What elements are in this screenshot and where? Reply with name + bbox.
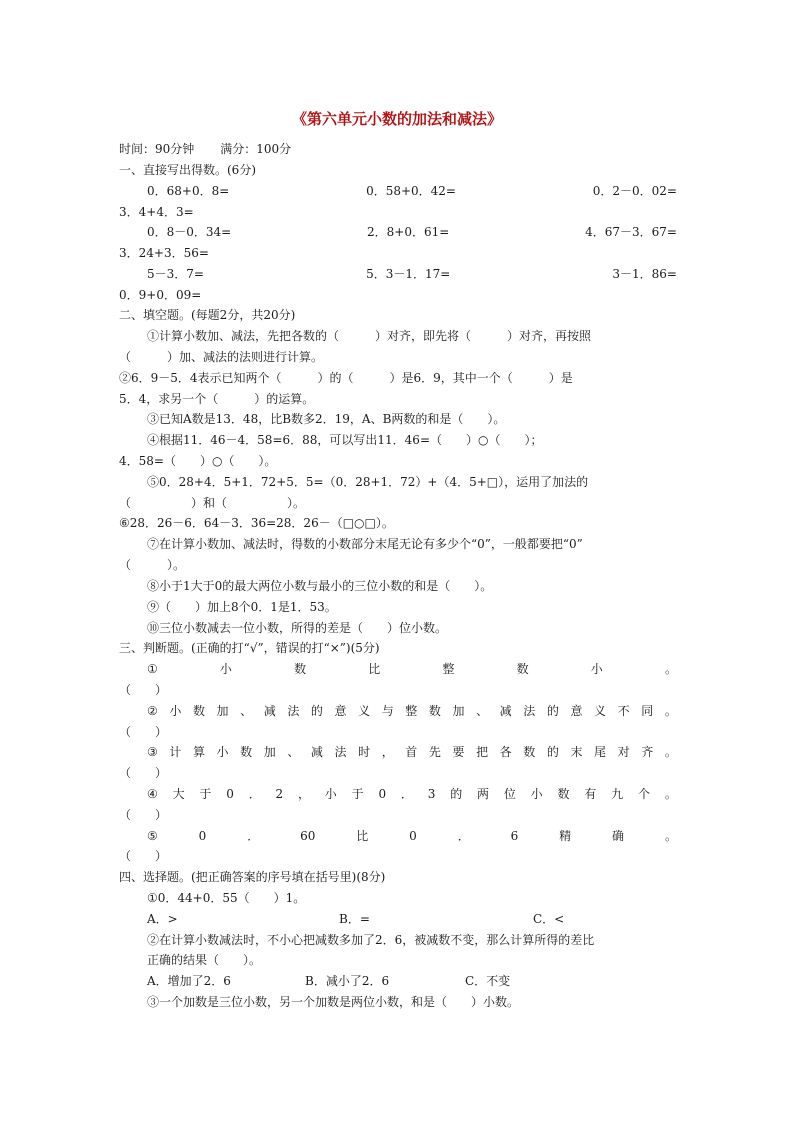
fill-question-8: ⑧小于1大于0的最大两位小数与最小的三位小数的和是（ ）。 [147, 579, 493, 593]
option-b: B．= [339, 912, 370, 926]
judge-char: 末 [570, 745, 583, 759]
section-3-heading: 三、判断题。(正确的打“√”，错误的打“×”)(5分) [119, 641, 380, 655]
choice-options-2 [147, 972, 677, 990]
calc-item: 0．58+0．42= [366, 184, 456, 198]
choice-options-1 [147, 910, 677, 928]
calc-item: 0．2－0．02= [592, 184, 677, 198]
judge-char: 两 [477, 787, 490, 801]
fill-question-4: ④根据11．46－4．58=6．88，可以写出11．46=（ ）○（ ）； [147, 433, 543, 447]
fill-question-2: ②6．9－5．4表示已知两个（ ）的（ ）是6．9，其中一个（ ）是 [119, 371, 573, 385]
judge-char: 九 [611, 787, 624, 801]
judge-char: 时 [358, 745, 371, 759]
fill-question-9: ⑨（ ）加上8个0．1是1．53。 [147, 600, 337, 614]
judge-char: ③ [147, 745, 158, 759]
judge-question-5 [147, 827, 677, 845]
judge-char: 个 [637, 787, 650, 801]
judge-char: 数 [516, 662, 529, 676]
fill-question-1: ①计算小数加、减法，先把各数的（ ）对齐，即先将（ ）对齐，再按照 [147, 329, 592, 343]
option-a: A．增加了2．6 [147, 974, 231, 988]
judge-char: 小 [530, 787, 543, 801]
judge-char: 有 [584, 787, 597, 801]
judge-char: 0 [409, 829, 417, 843]
judge-char: 数 [192, 704, 205, 718]
judge-char: 于 [199, 787, 212, 801]
judge-char: 的 [450, 787, 463, 801]
judge-char: 、 [240, 704, 253, 718]
fill-question-10: ⑩三位小数减去一位小数，所得的差是（ ）位小数。 [147, 621, 448, 635]
judge-char: 法 [287, 704, 300, 718]
judge-char: 。 [664, 829, 677, 843]
judge-char: 法 [523, 704, 536, 718]
section-4-heading: 四、选择题。(把正确答案的序号填在括号里)(8分) [119, 870, 386, 884]
judge-char: ① [147, 662, 158, 676]
option-c: C．< [533, 912, 565, 926]
calc-row-3 [147, 265, 677, 283]
judge-question-2 [147, 702, 677, 720]
judge-char: 整 [442, 662, 455, 676]
option-c: C．不变 [465, 974, 511, 988]
judge-char: 小 [216, 745, 229, 759]
choice-question-2-cont: 正确的结果（ ）。 [147, 953, 262, 967]
judge-char: 小 [219, 662, 232, 676]
judge-char: 60 [300, 829, 316, 843]
judge-char: 把 [476, 745, 489, 759]
calc-item: 5．3－1．17= [366, 267, 451, 281]
judge-question-3 [147, 743, 677, 761]
judge-char: 的 [546, 704, 559, 718]
judge-char: 要 [452, 745, 465, 759]
judge-char: 不 [617, 704, 630, 718]
choice-question-1: ①0．44+0．55（ ）1。 [147, 891, 306, 905]
judge-char: 同 [641, 704, 654, 718]
judge-char: 。 [664, 662, 677, 676]
calc-item: 0．68+0．8= [147, 184, 230, 198]
time-limit: 时间：90分钟 [119, 142, 195, 156]
section-2-heading: 二、填空题。(每题2分，共20分) [119, 308, 296, 322]
judge-answer-paren: （ ） [119, 725, 168, 739]
judge-char: 2 [275, 787, 284, 801]
fill-question-5: ⑤0．28+4．5+1．72+5．5=（0．28+1．72）+（4．5+□），运用了加法的 [147, 475, 589, 489]
section-1-heading: 一、直接写出得数。(6分) [119, 163, 256, 177]
judge-char: ② [147, 704, 158, 718]
judge-char: 比 [356, 829, 369, 843]
judge-char: 0 [198, 829, 207, 843]
judge-question-4 [147, 785, 677, 803]
calc-row-1 [147, 182, 677, 200]
judge-answer-paren: （ ） [119, 808, 168, 822]
judge-char: 数 [557, 787, 570, 801]
judge-char: 算 [192, 745, 205, 759]
judge-char: 。 [664, 704, 677, 718]
judge-char: 、 [476, 704, 489, 718]
fill-question-5-cont: （ ）和（ ）。 [119, 496, 306, 510]
judge-char: 数 [428, 704, 441, 718]
judge-char: 大 [172, 787, 185, 801]
exam-meta [119, 140, 677, 158]
judge-char: 的 [310, 704, 323, 718]
judge-char: 减 [310, 745, 323, 759]
judge-char: 减 [263, 704, 276, 718]
calc-item: 0．9+0．09= [119, 288, 202, 302]
judge-char: 减 [499, 704, 512, 718]
fill-question-4-cont: 4．58=（ ）○（ ）。 [119, 454, 277, 468]
fill-question-7: ⑦在计算小数加、减法时，得数的小数部分末尾无论有多少个“0”，一般都要把“0” [147, 537, 583, 551]
judge-char: 、 [287, 745, 300, 759]
judge-char: ， [297, 787, 310, 801]
judge-char: 数 [240, 745, 253, 759]
judge-char: 于 [351, 787, 364, 801]
judge-char: 加 [263, 745, 276, 759]
judge-char: 6 [510, 829, 519, 843]
judge-char: ． [247, 829, 260, 843]
calc-item: 3．4+4．3= [119, 205, 194, 219]
judge-char: ． [400, 787, 413, 801]
judge-char: 比 [368, 662, 381, 676]
judge-char: 。 [664, 787, 677, 801]
judge-char: 的 [546, 745, 559, 759]
judge-char: 齐 [641, 745, 654, 759]
judge-char: 位 [503, 787, 516, 801]
fill-question-6: ⑥28．26－6．64－3．36=28．26－（□○□）。 [119, 516, 394, 530]
judge-char: 意 [334, 704, 347, 718]
fill-question-3: ③已知A数是13．48，比B数多2．19，A、B两数的和是（ ）。 [147, 412, 506, 426]
judge-char: 数 [294, 662, 307, 676]
judge-char: 整 [405, 704, 418, 718]
judge-char: 小 [590, 662, 603, 676]
judge-char: 义 [358, 704, 371, 718]
judge-char: 意 [570, 704, 583, 718]
judge-char: 法 [334, 745, 347, 759]
fill-question-1-cont: （ ）加、减法的法则进行计算。 [119, 350, 324, 364]
calc-item: 5－3．7= [147, 267, 204, 281]
calc-item: 3－1．86= [612, 267, 677, 281]
choice-question-3: ③一个加数是三位小数，另一个加数是两位小数，和是（ ）小数。 [147, 995, 520, 1009]
judge-char: 小 [169, 704, 182, 718]
fill-question-2-cont: 5．4，求另一个（ ）的运算。 [119, 392, 315, 406]
judge-answer-paren: （ ） [119, 683, 168, 697]
calc-item: 0．8－0．34= [147, 225, 232, 239]
calc-row-2 [147, 223, 677, 241]
judge-char: 与 [381, 704, 394, 718]
judge-char: 数 [523, 745, 536, 759]
judge-char: 先 [428, 745, 441, 759]
judge-char: 义 [594, 704, 607, 718]
option-a: A．> [147, 912, 178, 926]
judge-answer-paren: （ ） [119, 766, 168, 780]
judge-char: 0 [226, 787, 234, 801]
full-score: 满分：100分 [220, 142, 292, 156]
calc-item: 3．24+3．56= [119, 246, 209, 260]
page-title: 《第六单元小数的加法和减法》 [291, 110, 502, 128]
fill-question-7-cont: （ ）。 [119, 558, 186, 572]
judge-question-1 [147, 660, 677, 678]
calc-item: 4．67－3．67= [585, 225, 677, 239]
judge-char: ． [457, 829, 470, 843]
judge-char: 加 [216, 704, 229, 718]
judge-char: 各 [499, 745, 512, 759]
judge-char: 首 [405, 745, 418, 759]
judge-char: 计 [169, 745, 182, 759]
judge-char: ⑤ [147, 829, 158, 843]
judge-char: 对 [617, 745, 630, 759]
judge-char: ④ [147, 787, 158, 801]
judge-char: 3 [427, 787, 436, 801]
judge-char: 。 [664, 745, 677, 759]
judge-char: ． [248, 787, 261, 801]
judge-char: 加 [452, 704, 465, 718]
judge-char: 确 [612, 829, 625, 843]
judge-char: 0 [378, 787, 387, 801]
judge-char: ， [381, 745, 394, 759]
option-b: B．减小了2．6 [305, 974, 390, 988]
judge-char: 小 [324, 787, 337, 801]
calc-item: 2．8+0．61= [367, 225, 450, 239]
judge-answer-paren: （ ） [119, 849, 168, 863]
judge-char: 精 [559, 829, 572, 843]
judge-char: 尾 [594, 745, 607, 759]
choice-question-2: ②在计算小数减法时，不小心把减数多加了2．6，被减数不变，那么计算所得的差比 [147, 933, 595, 947]
